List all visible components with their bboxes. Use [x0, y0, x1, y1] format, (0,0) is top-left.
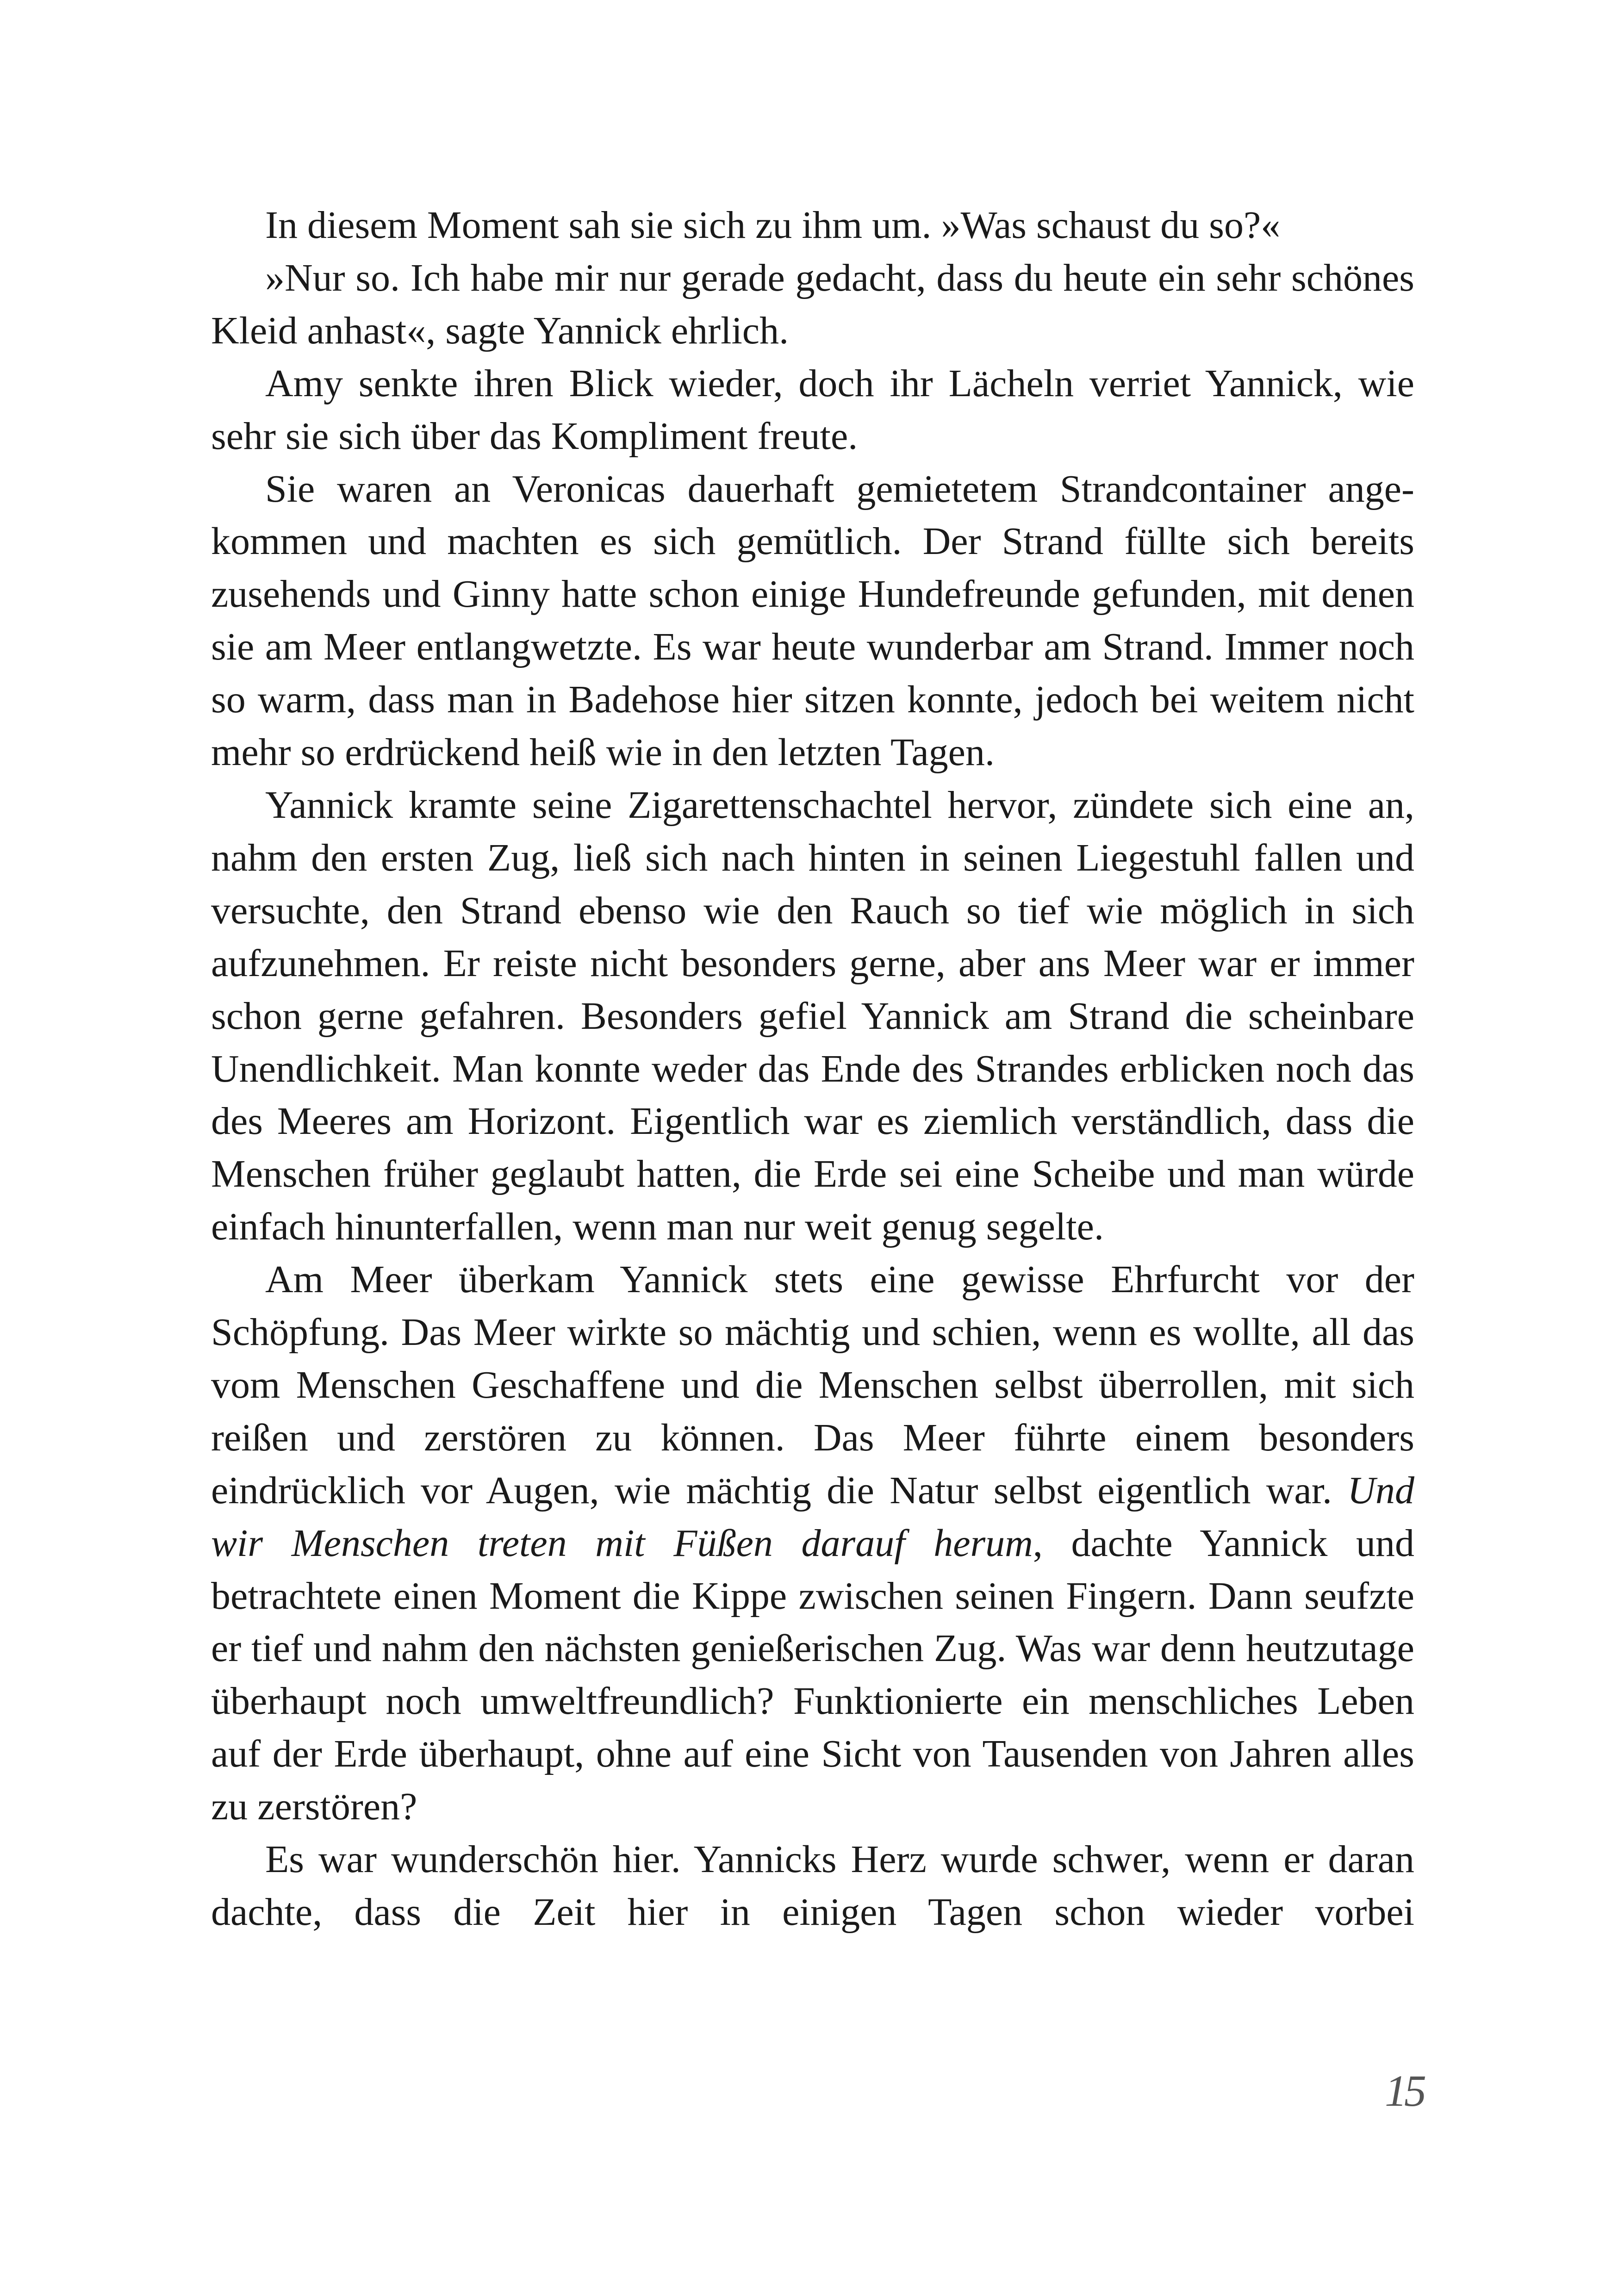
paragraph [211, 1253, 1414, 1833]
paragraph: Es war wunderschön hier. Yannicks Herz wurde schwer, wenn er daran dachte, dass die Zeit hier in einigen Tagen schon wieder vorbei [211, 1838, 1414, 1934]
paragraph: Yannick kramte seine Zigarettenschachtel hervor, zündete sich eine an, nahm den ersten Zug, ließ sich nach hinten in seinen Liegestuhl fallen und versuchte, den Strand ebenso wie den Rauch so tief wie möglich in sich aufzunehmen. Er reiste nicht besonders gerne, aber ans Meer war er immer schon gerne gefahren. Besonders gefiel Yannick am Strand die scheinbare Unendlichkeit. Man konnte weder das Ende des Strandes erblicken noch das des Meeres am Horizont. Eigentlich war es ziemlich verständlich, dass die Menschen früher geglaubt hatten, die Erde sei eine Scheibe und man würde einfach hinunterfallen, wenn man nur weit genug segelte. [211, 783, 1414, 1249]
body-text [211, 199, 1414, 1939]
paragraph-text: , dachte Yannick und betrachtete einen Moment die Kippe zwischen seinen Fingern. Dann seufzte er tief und nahm den nächsten genießerischen Zug. Was war denn heutzutage überhaupt noch umweltfreundlich? Funktionierte ein menschliches Leben auf der Erde überhaupt, ohne auf eine Sicht von Tausenden von Jahren alles zu zerstören? [211, 1521, 1414, 1829]
paragraph: In diesem Moment sah sie sich zu ihm um. »Was schaust du so?« [265, 204, 1281, 247]
page-number: 15 [1385, 2066, 1424, 2116]
paragraph: »Nur so. Ich habe mir nur gerade gedacht, dass du heute ein sehr schönes Kleid anhast«, sagte Yannick ehrlich. [211, 256, 1414, 352]
paragraph: Sie waren an Veronicas dauerhaft gemietetem Strandcontainer angekommen und machten es sich gemütlich. Der Strand füllte sich bereits zusehends und Ginny hatte schon einige Hundefreunde gefunden, mit denen sie am Meer entlangwetzte. Es war heute wunderbar am Strand. Immer noch so warm, dass man in Badehose hier sitzen konnte, jedoch bei weitem nicht mehr so erdrückend heiß wie in den letzten Tagen. [211, 467, 1414, 774]
paragraph-text: Am Meer überkam Yannick stets eine gewisse Ehrfurcht vor der Schöpfung. Das Meer wirkte so mächtig und schien, wenn es wollte, all das vom Menschen Geschaffene und die Menschen selbst überrollen, mit sich reißen und zerstören zu können. Das Meer führte einem besonders eindrücklich vor Augen, wie mächtig die Natur selbst eigentlich war. [211, 1258, 1414, 1512]
paragraph: Amy senkte ihren Blick wieder, doch ihr Lächeln verriet Yannick, wie sehr sie sich über das Kompliment freute. [211, 361, 1414, 458]
italic-thought: Und wir Menschen treten mit Füßen darauf herum [211, 1468, 1414, 1565]
